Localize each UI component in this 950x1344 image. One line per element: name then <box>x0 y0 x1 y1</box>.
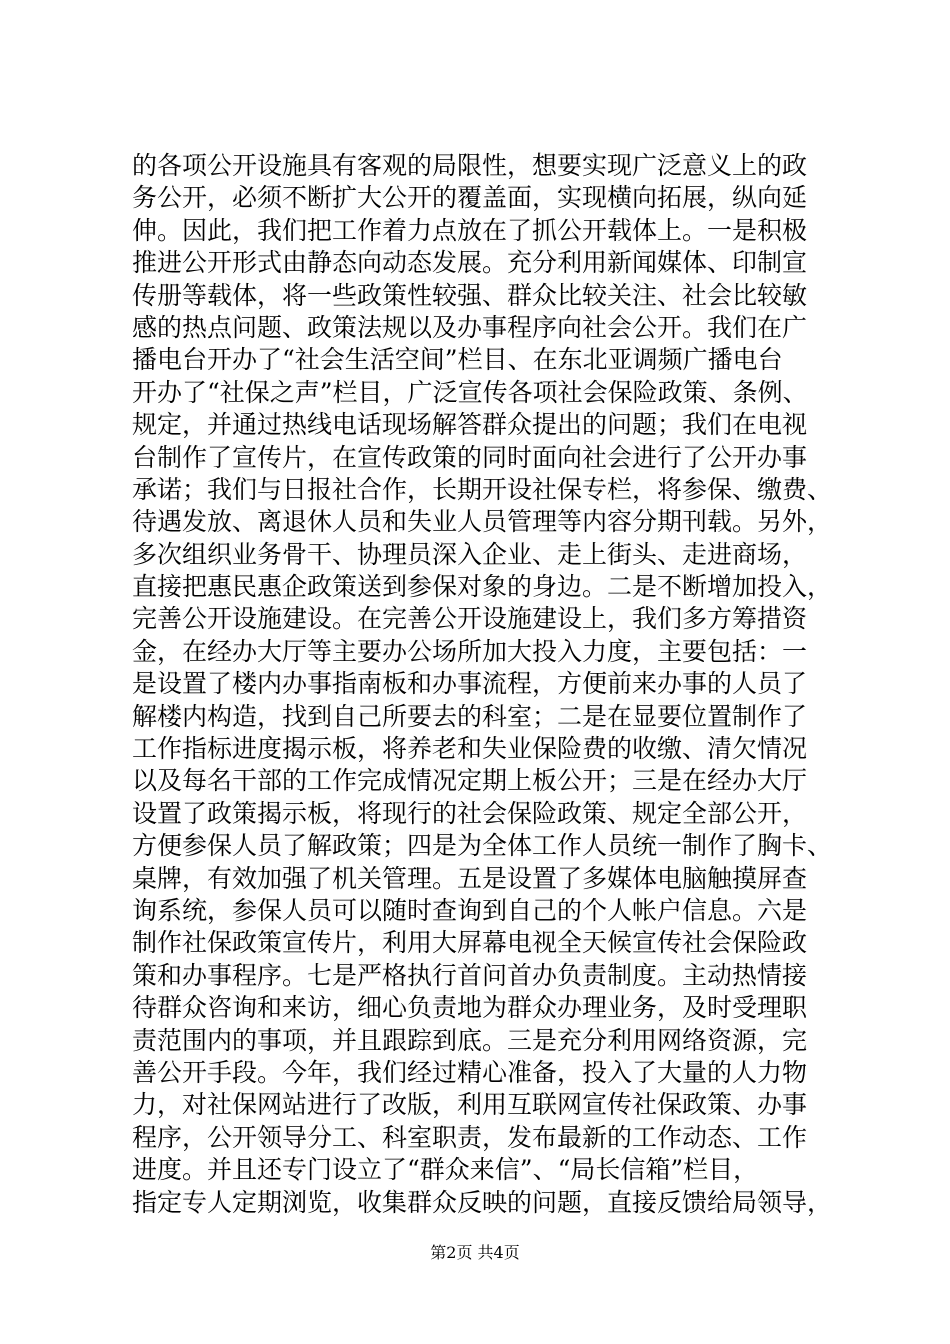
text-line: 是设置了楼内办事指南板和办事流程，方便前来办事的人员了 <box>132 669 808 699</box>
text-line: 指定专人定期浏览，收集群众反映的问题，直接反馈给局领导， <box>132 1187 832 1217</box>
text-line: 程序，公开领导分工、科室职责，发布最新的工作动态、工作 <box>132 1122 808 1152</box>
text-line: 直接把惠民惠企政策送到参保对象的身边。二是不断增加投入， <box>132 572 832 602</box>
text-line: 询系统，参保人员可以随时查询到自己的个人帐户信息。六是 <box>132 895 808 925</box>
text-line: 责范围内的事项，并且跟踪到底。三是充分利用网络资源，完 <box>132 1025 808 1055</box>
text-line: 工作指标进度揭示板，将养老和失业保险费的收缴、清欠情况 <box>132 734 808 764</box>
text-line: 完善公开设施建设。在完善公开设施建设上，我们多方筹措资 <box>132 604 808 634</box>
text-line: 多次组织业务骨干、协理员深入企业、走上街头、走进商场， <box>132 539 808 569</box>
text-line: 务公开，必须不断扩大公开的覆盖面，实现横向拓展，纵向延 <box>132 183 808 213</box>
text-line: 策和办事程序。七是严格执行首问首办负责制度。主动热情接 <box>132 960 808 990</box>
text-line: 进度。并且还专门设立了“群众来信”、“局长信箱”栏目， <box>132 1155 759 1185</box>
body-text <box>132 150 832 1219</box>
text-line: 制作社保政策宣传片，利用大屏幕电视全天候宣传社会保险政 <box>132 928 808 958</box>
text-line: 传册等载体，将一些政策性较强、群众比较关注、社会比较敏 <box>132 280 808 310</box>
text-line: 台制作了宣传片，在宣传政策的同时面向社会进行了公开办事 <box>132 442 808 472</box>
text-line: 力，对社保网站进行了改版，利用互联网宣传社保政策、办事 <box>132 1090 808 1120</box>
text-line: 伸。因此，我们把工作着力点放在了抓公开载体上。一是积极 <box>132 215 808 245</box>
text-line: 设置了政策揭示板，将现行的社会保险政策、规定全部公开， <box>132 798 808 828</box>
text-line: 开办了“社保之声”栏目，广泛宣传各项社会保险政策、条例、 <box>132 377 808 407</box>
text-line: 待群众咨询和来访，细心负责地为群众办理业务，及时受理职 <box>132 993 808 1023</box>
text-line: 以及每名干部的工作完成情况定期上板公开；三是在经办大厅 <box>132 766 808 796</box>
text-line: 善公开手段。今年，我们经过精心准备，投入了大量的人力物 <box>132 1057 808 1087</box>
text-line: 方便参保人员了解政策；四是为全体工作人员统一制作了胸卡、 <box>132 831 832 861</box>
text-line: 金，在经办大厅等主要办公场所加大投入力度，主要包括：一 <box>132 636 808 666</box>
text-line: 规定，并通过热线电话现场解答群众提出的问题；我们在电视 <box>132 410 808 440</box>
page-footer: 第2页 共4页 <box>430 1243 520 1262</box>
text-line: 感的热点问题、政策法规以及办事程序向社会公开。我们在广 <box>132 312 808 342</box>
text-line: 的各项公开设施具有客观的局限性，想要实现广泛意义上的政 <box>132 151 808 180</box>
text-line: 推进公开形式由静态向动态发展。充分利用新闻媒体、印制宣 <box>132 248 808 278</box>
text-line: 待遇发放、离退休人员和失业人员管理等内容分期刊载。另外， <box>132 507 832 537</box>
text-line: 承诺；我们与日报社合作，长期开设社保专栏，将参保、缴费、 <box>132 474 832 504</box>
text-line: 播电台开办了“社会生活空间”栏目、在东北亚调频广播电台 <box>132 345 783 375</box>
text-line: 解楼内构造，找到自己所要去的科室；二是在显要位置制作了 <box>132 701 808 731</box>
text-line: 桌牌，有效加强了机关管理。五是设置了多媒体电脑触摸屏查 <box>132 863 808 893</box>
